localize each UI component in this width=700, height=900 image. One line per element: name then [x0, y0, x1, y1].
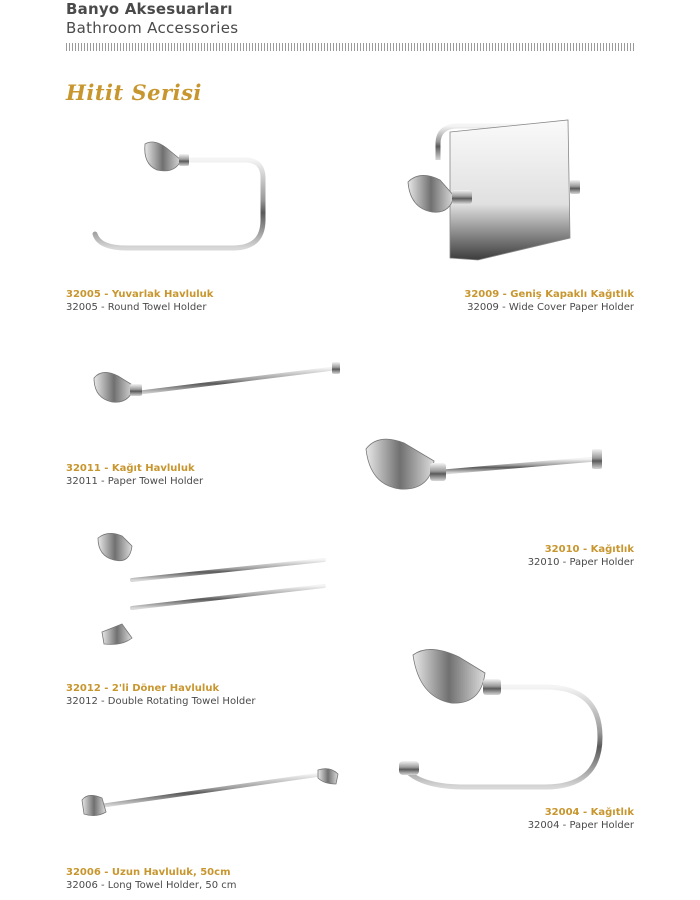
caption-32009-tr: 32009 - Geniş Kapaklı Kağıtlık: [464, 289, 634, 300]
paper-holder-32010-image: [360, 425, 610, 500]
caption-32011-en: 32011 - Paper Towel Holder: [66, 476, 204, 487]
series-title: Hitit Serisi: [66, 80, 202, 105]
caption-32010: [528, 543, 634, 569]
caption-32011-tr: 32011 - Kağıt Havluluk: [66, 463, 195, 474]
caption-32006-en: 32006 - Long Towel Holder, 50 cm: [66, 880, 237, 891]
caption-32012-tr: 32012 - 2'li Döner Havluluk: [66, 683, 220, 694]
wide-cover-paper-holder-image: [380, 110, 600, 275]
header-divider: [66, 43, 634, 51]
caption-32009: [464, 288, 634, 314]
paper-towel-holder-image: [88, 352, 350, 412]
double-rotating-towel-holder-image: [92, 528, 332, 653]
caption-32012: [66, 682, 255, 708]
caption-32004-en: 32004 - Paper Holder: [527, 820, 634, 831]
round-towel-holder-image: [85, 130, 275, 270]
caption-32010-tr: 32010 - Kağıtlık: [544, 544, 634, 555]
caption-32005: [66, 288, 213, 314]
caption-32009-en: 32009 - Wide Cover Paper Holder: [467, 302, 634, 313]
long-towel-holder-image: [78, 762, 343, 822]
caption-32005-en: 32005 - Round Towel Holder: [66, 302, 207, 313]
caption-32004-tr: 32004 - Kağıtlık: [544, 807, 634, 818]
page-subtitle: Bathroom Accessories: [66, 19, 239, 37]
paper-holder-32004-image: [395, 645, 610, 795]
caption-32006-tr: 32006 - Uzun Havluluk, 50cm: [66, 867, 231, 878]
caption-32011: [66, 462, 203, 488]
caption-32012-en: 32012 - Double Rotating Towel Holder: [66, 696, 256, 707]
caption-32004: [528, 806, 634, 832]
caption-32005-tr: 32005 - Yuvarlak Havluluk: [66, 289, 214, 300]
caption-32010-en: 32010 - Paper Holder: [527, 557, 634, 568]
caption-32006: [66, 866, 237, 892]
page-title: Banyo Aksesuarları: [66, 0, 233, 18]
